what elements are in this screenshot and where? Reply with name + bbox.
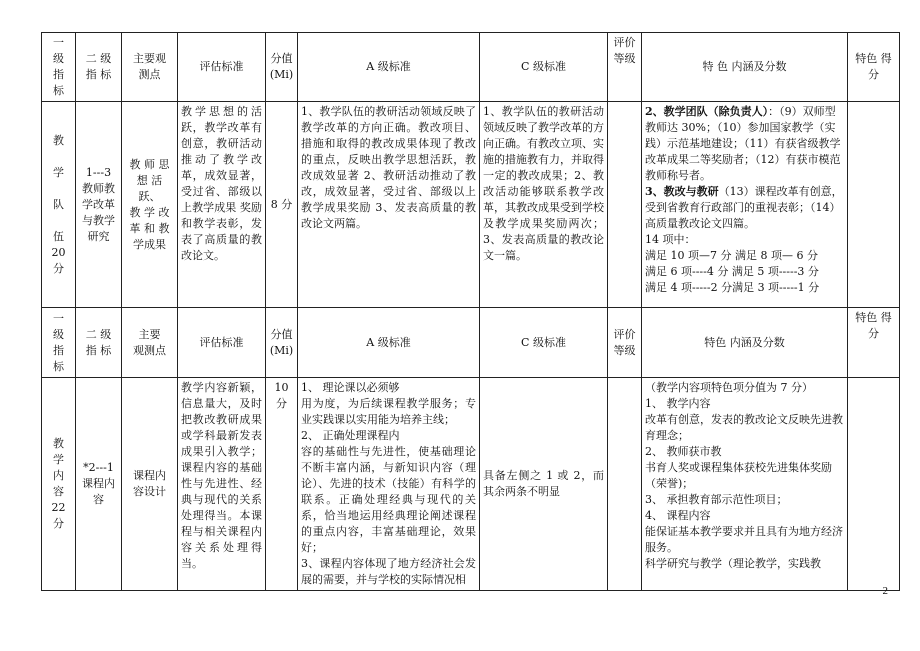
header-grade: 评价 等级: [608, 308, 642, 378]
header-observation-points: 主要观 测点: [122, 33, 178, 102]
score-value: 10 分: [266, 378, 298, 591]
header-criteria: 评估标准: [178, 33, 266, 102]
header-row-2: [42, 308, 900, 378]
feature-heading-reform: 3、教改与教研: [645, 185, 719, 198]
header-feature: 特色 内涵及分数: [642, 308, 848, 378]
header-criteria: 评估标准: [178, 308, 266, 378]
feature-team-text: ：（9）双师型教师达 30%；（10）参加国家教学（实践）示范基地建设；（11）有获省级教学改革成果二等奖励者；（12）有获市模范教师称号者。: [645, 105, 841, 182]
header-c-standard: C 级标准: [480, 33, 608, 102]
c-standard-text: 具备左侧之 1 或 2，而其余两条不明显: [480, 378, 608, 591]
header-level2: 二 级 指 标: [76, 308, 122, 378]
row-teaching-team: [42, 102, 900, 308]
grade-cell: [608, 102, 642, 308]
header-feature-score: 特色 得 分: [848, 33, 900, 102]
feature-text: [642, 102, 848, 308]
header-score: 分值 (Mi): [266, 33, 298, 102]
feature-scoring: 14 项中： 满足 10 项—7 分 满足 8 项— 6 分 满足 6 项----4 分 满足 5 项-----3 分 满足 4 项-----2 分满足 3 项-----1 分: [645, 233, 820, 294]
header-grade: 评价 等级: [608, 33, 642, 102]
header-feature: 特 色 内涵及分数: [642, 33, 848, 102]
criteria-text: 教学思想的活跃，教学改革有创意，教研活动推动了教学改革，成效显著，受过省、部级以上教学成果 奖励和教学表彰，发表了高质量的教改论文。: [178, 102, 266, 308]
feature-text: （教学内容项特色项分值为 7 分） 1、 教学内容 改革有创意，发表的教改论文反映先进教育理念； 2、 教师获市教 书育人奖或课程集体获校先进集体奖励（荣誉)； 3、 承担教育部示范性项目； 4、 课程内容 能保证基本教学要求并且具有为地方经济服务。 科学研究与教学（理论教学，实践教: [642, 378, 848, 591]
header-level2: 二 级 指 标: [76, 33, 122, 102]
row-teaching-content: [42, 378, 900, 591]
header-row-1: [42, 33, 900, 102]
grade-cell: [608, 378, 642, 591]
feature-score-cell: [848, 102, 900, 308]
feature-score-cell: [848, 378, 900, 591]
feature-heading-team: 2、教学团队（除负责人）: [645, 105, 769, 118]
header-level1: 一 级 指 标: [42, 33, 76, 102]
level2-indicator: *2---1 课程内 容: [76, 378, 122, 591]
header-a-standard: A 级标准: [298, 33, 480, 102]
level1-indicator: 教 学 队 伍 20 分: [42, 102, 76, 308]
score-value: 8 分: [266, 102, 298, 308]
header-observation-points: 主要 观测点: [122, 308, 178, 378]
level1-indicator: 教 学 内 容 22 分: [42, 378, 76, 591]
criteria-text: 教学内容新颖，信息量大，及时把教改教研成果或学科最新发表成果引入教学；课程内容的基础性与先进性、经典与现代的关系处理得当。本课程与相关课程内容关系处理得当。: [178, 378, 266, 591]
observation-points: 教 师 思 想 活 跃、 教 学 改 革 和 教 学成果: [122, 102, 178, 308]
header-c-standard: C 级标准: [480, 308, 608, 378]
a-standard-text: 1、教学队伍的教研活动领域反映了教学改革的方向正确。教改项目、措施和取得的教改成果体现了教改的重点，反映出教学思想活跃，教改成效显著 2、教研活动推动了教改，成效显著，受过省、部级以上教学成果奖励 3、发表高质量的教改论文两篇。: [298, 102, 480, 308]
header-level1: 一 级 指 标: [42, 308, 76, 378]
c-standard-text: 1、教学队伍的教研活动领域反映了教学改革的方向正确。有教改立项、实施的措施教有力，并取得一定的教改成果；2、教改活动能够联系教学改革，其教改成果受到学校及教学成果奖励两次；3、发表高质量的教改论文一篇。: [480, 102, 608, 308]
evaluation-table: [41, 32, 900, 591]
header-score: 分值 (Mi): [266, 308, 298, 378]
header-a-standard: A 级标准: [298, 308, 480, 378]
page-number: 2: [882, 585, 888, 597]
level2-indicator: 1---3 教师教 学改革 与教学 研究: [76, 102, 122, 308]
observation-points: 课程内 容设计: [122, 378, 178, 591]
a-standard-text: 1、 理论课以必须够 用为度，为后续课程教学服务；专业实践课以实用能为培养主线； 2、 正确处理课程内 容的基础性与先进性，使基础理论不断丰富内涵，与新知识内容（理论）、先进的技术（技能）有科学的联系。正确处理经典与现代的关系，恰当地运用经典理论阐述课程的重点内容，丰富基础理论，效果好； 3、课程内容体现了地方经济社会发展的需要，并与学校的实际情况相: [298, 378, 480, 591]
header-feature-score: 特色 得 分: [848, 308, 900, 378]
feature-reform-text: （13）课程改革有创意，受到省教育行政部门的重视表彰；（14）高质量教改论文四篇。: [645, 185, 843, 230]
